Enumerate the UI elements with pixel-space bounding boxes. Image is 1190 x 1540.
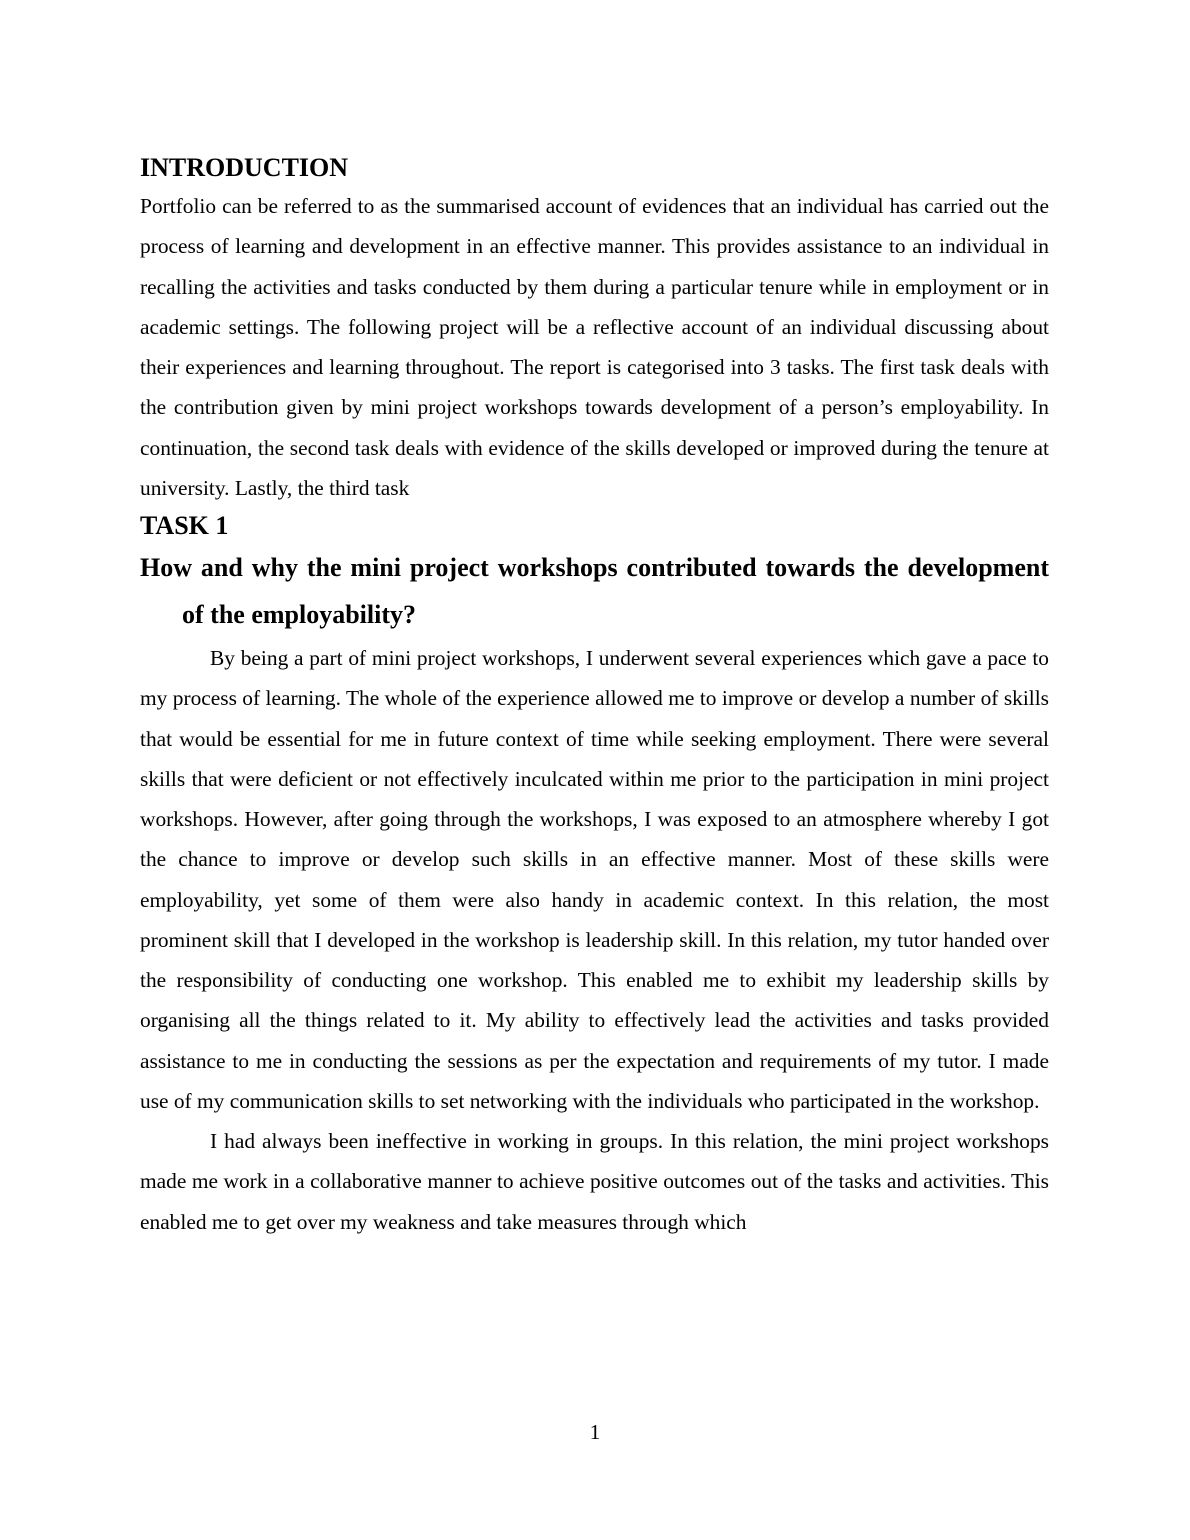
introduction-heading: INTRODUCTION <box>140 153 349 182</box>
page-content <box>140 150 1049 1242</box>
task-1-heading: TASK 1 <box>140 511 229 540</box>
body-paragraph-2: I had always been ineffective in working in groups. In this relation, the mini project workshops made me work in a collaborative manner to achieve positive outcomes out of the tasks and activities. This enabled me to get over my weakness and take measures through which <box>140 1129 1049 1234</box>
introduction-paragraph: Portfolio can be referred to as the summarised account of evidences that an individual has carried out the process of learning and development in an effective manner. This provides assistance to an individual in recalling the activities and tasks conducted by them during a particular tenure while in employment or in academic settings. The following project will be a reflective account of an individual discussing about their experiences and learning throughout. The report is categorised into 3 tasks. The first task deals with the contribution given by mini project workshops towards development of a person’s employability. In continuation, the second task deals with evidence of the skills developed or improved during the tenure at university. Lastly, the third task <box>140 194 1049 500</box>
question-heading: How and why the mini project workshops contributed towards the development of the employability? <box>140 553 1049 629</box>
body-paragraph-1: By being a part of mini project workshops, I underwent several experiences which gave a pace to my process of learning. The whole of the experience allowed me to improve or develop a number of skills that would be essential for me in future context of time while seeking employment. There were several skills that were deficient or not effectively inculcated within me prior to the participation in mini project workshops. However, after going through the workshops, I was exposed to an atmosphere whereby I got the chance to improve or develop such skills in an effective manner. Most of these skills were employability, yet some of them were also handy in academic context. In this relation, the most prominent skill that I developed in the workshop is leadership skill. In this relation, my tutor handed over the responsibility of conducting one workshop. This enabled me to exhibit my leadership skills by organising all the things related to it. My ability to effectively lead the activities and tasks provided assistance to me in conducting the sessions as per the expectation and requirements of my tutor. I made use of my communication skills to set networking with the individuals who participated in the workshop. <box>140 646 1049 1113</box>
page-number: 1 <box>589 1420 601 1444</box>
